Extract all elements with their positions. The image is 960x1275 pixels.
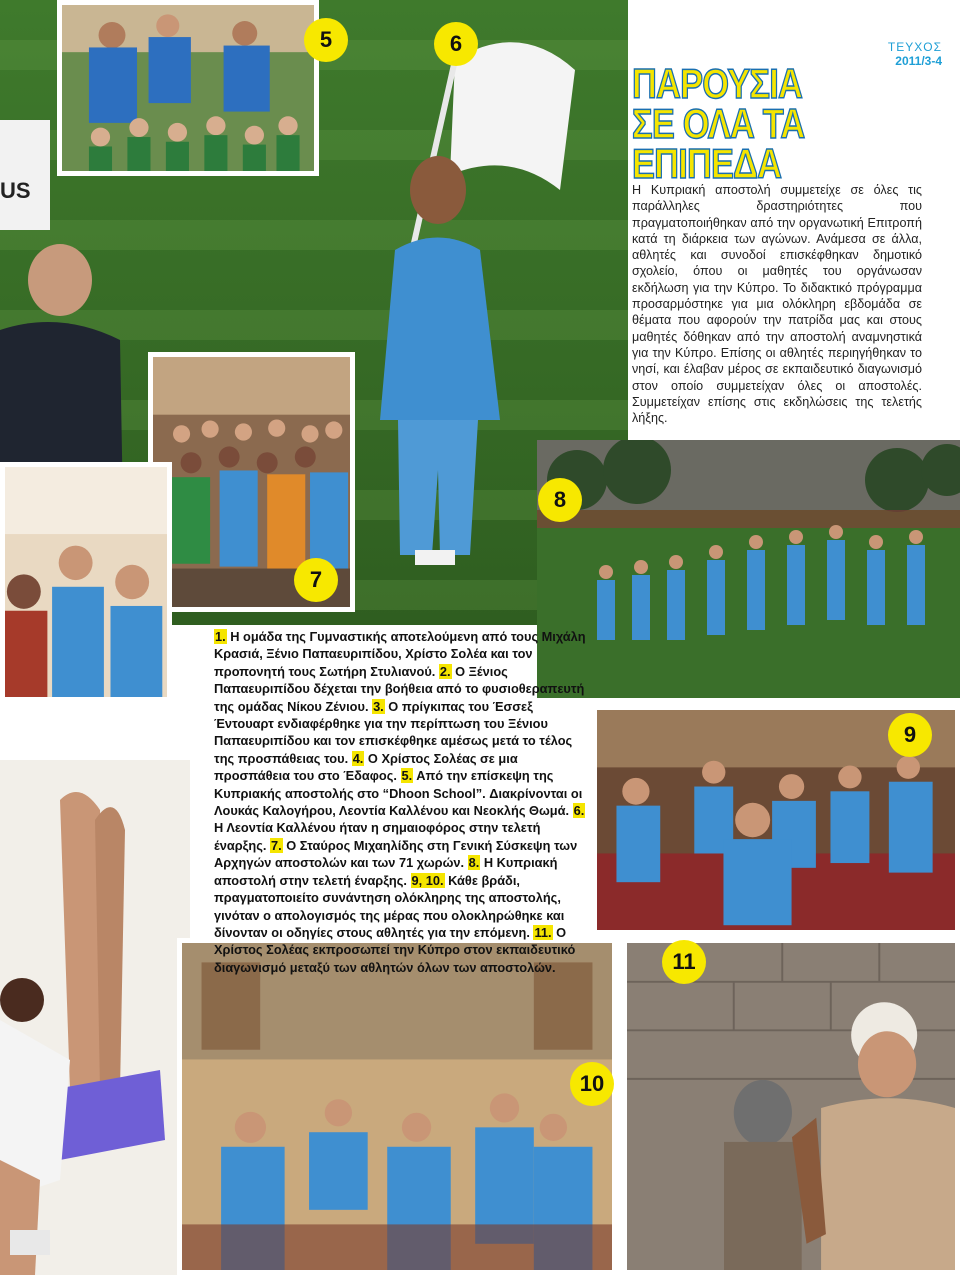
caption-text-8: Η Κυπριακή αποστολή στην τελετή έναρξης.	[214, 855, 558, 888]
caption-num-2: 2.	[439, 663, 451, 679]
caption-text-7: Ο Σταύρος Μιχαηλίδης στη Γενική Σύσκεψη των Αρχηγών αποστολών και των 71 χωρών.	[214, 837, 578, 871]
photo-badge-11: 11	[662, 940, 706, 984]
photo-gymnastics-team	[0, 462, 172, 702]
caption-num-9-10: 9, 10.	[411, 872, 444, 888]
title-line-1: ΠΑΡΟΥΣΙΑ	[632, 60, 803, 107]
caption-num-1: 1.	[215, 629, 226, 644]
caption-text-11: Ο Χρίστος Σολέας εκπροσωπεί την Κύπρο στον εκπαιδευτικό διαγωνισμό μεταξύ των αθλητών όλων των αποστολών.	[214, 924, 576, 975]
caption-num-5: 5.	[401, 768, 413, 784]
article-body: Η Κυπριακή αποστολή συμμετείχε σε όλες τις παράλληλες δραστηριότητες που πραγματοποιήθηκαν από την οργανωτική Επιτροπή κατά τη διάρκεια των αγώνων. Ανάμεσα σε άλλα, αθλητές και συνοδοί επισκέφθηκαν δημοτικό σχολείο, όπου οι μαθητές του οργάνωσαν εκδήλωση για την Κύπρο. Το διδακτικό πρόγραμμα προσαρμόστηκε για μια ολόκληρη εβδομάδα σε θέματα που αφορούν την πατρίδα μας και στους μαθητές δόθηκαν από την αποστολή αναμνηστικά για την Κύπρο. Επίσης οι αθλητές περιηγήθηκαν το νησί, και έλαβαν μέρος σε εκπαιδευτικό διαγωνισμό στον οποίο συμμετείχαν όλες οι αποστολές. Συμμετείχαν επίσης στις εκδηλώσεις της τελετής λήξης.	[632, 183, 922, 426]
photo-team-meeting-10	[177, 938, 617, 1275]
photo-captions	[214, 628, 586, 976]
photo-badge-9: 9	[888, 713, 932, 757]
caption-text-3: Ο πρίγκιπας του Έσσεξ Έντουαρτ ενδιαφέρθηκε για την περίπτωση του Ξένιου Παπαευριπίδου και τον επισκέφθηκε αμέσως μετά το τέλος της προσπάθειας του.	[214, 698, 573, 766]
photo-educational-contest	[622, 938, 960, 1275]
country-sign: US	[0, 178, 31, 203]
caption-text-5: Από την επίσκεψη της Κυπριακής αποστολής στο “Dhoon School”. Διακρίνονται οι Λουκάς Καλογήρου, Λεοντία Καλλένου και Νεοκλής Θωμά.	[214, 768, 583, 819]
photo-school-visit	[57, 0, 319, 176]
issue-number: 2011/3-4	[895, 54, 942, 68]
caption-text-6: Η Λεοντία Καλλένου ήταν η σημαιοφόρος στην τελετή έναρξης.	[214, 820, 541, 853]
photo-badge-5: 5	[304, 18, 348, 62]
photo-badge-7: 7	[294, 558, 338, 602]
photo-floor-exercise	[0, 760, 190, 1275]
title-line-3: ΕΠΙΠΕΔΑ	[632, 140, 782, 187]
caption-num-4: 4.	[352, 750, 364, 766]
caption-text-9-10: Κάθε βράδι, πραγματοποιείτο συνάντηση ολόκληρης της αποστολής, γινόταν ο απολογισμός της μέρας που ολοκληρώθηκε και δίνονταν οι οδηγίες στους αθλητές για την επόμενη.	[214, 872, 565, 940]
caption-text-2: Ο Ξένιος Παπαευριπίδου δέχεται την βοήθεια από το φυσιοθεραπευτή της ομάδας Νίκου Ζένιου.	[214, 663, 585, 714]
article-title	[632, 60, 862, 187]
title-line-2: ΣΕ ΟΛΑ ΤΑ	[632, 100, 805, 147]
photo-badge-10: 10	[570, 1062, 614, 1106]
caption-num-6: 6.	[573, 803, 585, 819]
photo-badge-8: 8	[538, 478, 582, 522]
caption-num-11: 11.	[534, 924, 552, 940]
caption-num-7: 7.	[270, 837, 282, 853]
caption-text-1: Η ομάδα της Γυμναστικής αποτελούμενη από τους Μιχάλη Κρασιά, Ξένιο Παπαευριπίδου, Χρίστο Σολέα και τον προπονητή τους Σωτήρη Στυλιανού.	[214, 629, 586, 679]
caption-text-4: Ο Χρίστος Σολέας σε μια προσπάθεια του στο Έδαφος.	[214, 750, 518, 784]
caption-num-3: 3.	[373, 698, 384, 714]
caption-num-8: 8.	[468, 855, 480, 871]
issue-label	[888, 40, 942, 68]
issue-word: ΤΕΥΧΟΣ	[887, 40, 942, 54]
photo-opening-ceremony	[537, 440, 960, 698]
photo-badge-6: 6	[434, 22, 478, 66]
